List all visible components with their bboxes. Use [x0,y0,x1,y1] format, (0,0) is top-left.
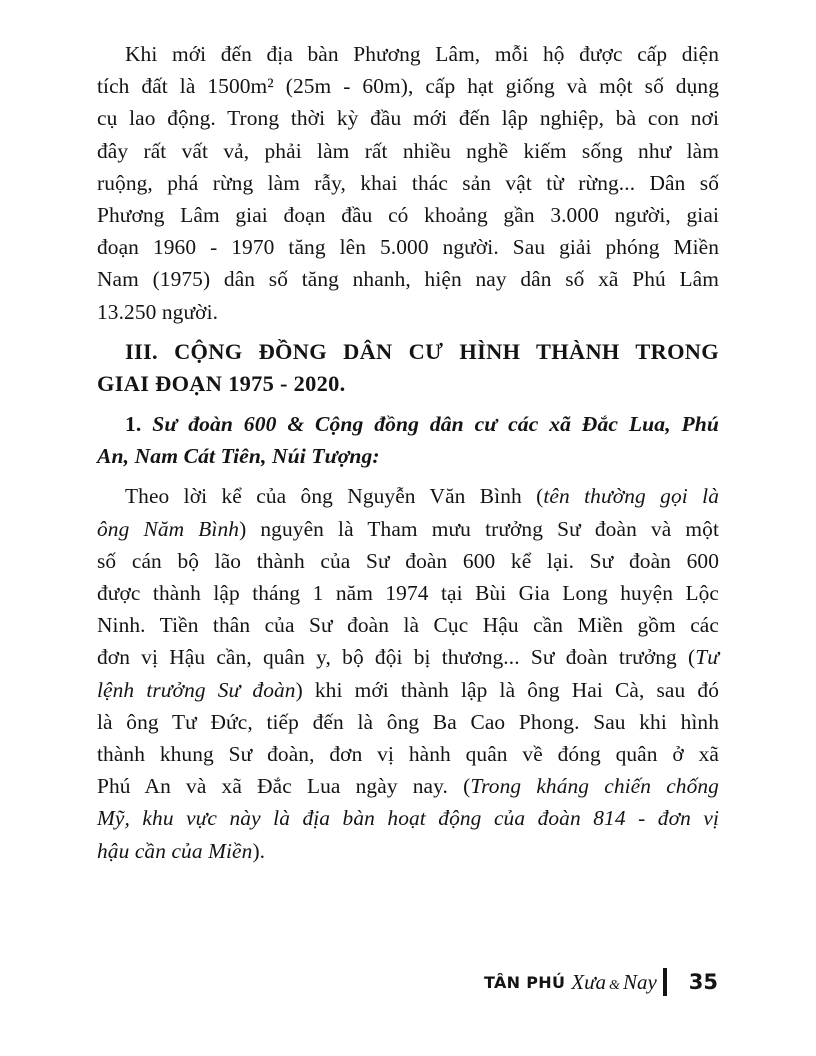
text-line: Nam (1975) dân số tăng nhanh, hiện nay dân số xã Phú Lâm [97,267,719,292]
text-line: thành khung Sư đoàn, đơn vị hành quân về đóng quân ở xã [97,741,719,766]
footer-divider [663,968,667,996]
text-line [97,802,719,834]
text-line [97,641,719,673]
italic-run: Mỹ, khu vực này là địa bàn hoạt động của đoàn 814 - đơn vị [97,806,719,831]
text-run: ). [252,838,266,863]
paragraph-phuong-lam-settlement [97,38,719,328]
text-line: Khi mới đến địa bàn Phương Lâm, mỗi hộ được cấp diện [125,42,719,66]
spacer [97,400,719,408]
text-line [97,513,719,545]
italic-run: lệnh trưởng Sư đoàn [97,677,296,702]
spacer [97,328,719,336]
subheading-line [97,440,719,472]
section-heading [97,336,719,400]
text-line: đoạn 1960 - 1970 tăng lên 5.000 người. Sau giải phóng Miền [97,235,719,260]
subheading-line [97,408,719,440]
page-number: 35 [688,970,718,994]
text-run: ) khi mới thành lập là ông Hai Cà, sau đó [295,677,719,702]
italic-run: tên thường gọi là [543,484,719,509]
text-run: ) nguyên là Tham mưu trưởng Sư đoàn và một [239,516,719,541]
book-title-word: Nay [622,969,657,994]
text-run: Theo lời kể của ông Nguyễn Văn Bình ( [125,484,544,509]
subsection-title: Sư đoàn 600 & Cộng đồng dân cư các xã Đắc Lua, Phú [152,412,720,437]
text-line: là ông Tư Đức, tiếp đến là ông Ba Cao Phong. Sau khi hình [97,709,719,734]
italic-run: Tư [695,645,719,670]
subsection-title-cont: An, Nam Cát Tiên, Núi Tượng: [97,444,380,469]
text-line: Phương Lâm giai đoạn đầu có khoảng gần 3.000 người, giai [97,202,719,227]
ampersand: & [609,977,620,993]
text-line: đây rất vất vả, phải làm rất nhiều nghề kiếm sống như làm [97,138,719,163]
book-title-script [571,970,657,995]
text-line: cụ lao động. Trong thời kỳ đầu mới đến lập nghiệp, bà con nơi [97,106,719,131]
book-title-word: Xưa [571,969,607,994]
subsection-heading [97,408,719,472]
text-line: tích đất là 1500m² (25m - 60m), cấp hạt giống và một số dụng [97,74,719,99]
text-line [97,674,719,706]
heading-line: GIAI ĐOẠN 1975 - 2020. [97,370,346,396]
text-line: ruộng, phá rừng làm rẫy, khai thác sản vật từ rừng... Dân số [97,170,719,195]
paragraph-division-600 [97,480,719,866]
text-line [97,480,719,512]
subsection-number: 1. [125,412,142,437]
page-footer [440,965,720,999]
spacer [97,472,719,480]
heading-line: III. CỘNG ĐỒNG DÂN CƯ HÌNH THÀNH TRONG [125,338,719,364]
italic-run: ông Năm Bình [97,516,240,541]
text-line: 13.250 người. [97,299,219,324]
book-page-body [97,38,719,867]
text-run: Phú An và xã Đắc Lua ngày nay. ( [97,774,471,799]
italic-run: Trong kháng chiến chống [470,774,719,799]
text-line [97,770,719,802]
book-title-brand: TÂN PHÚ [484,972,566,992]
text-line: số cán bộ lão thành của Sư đoàn 600 kể lại. Sư đoàn 600 [97,548,719,573]
italic-run: hậu cần của Miền [97,838,253,863]
text-line [97,835,719,867]
text-line: được thành lập tháng 1 năm 1974 tại Bùi Gia Long huyện Lộc [97,581,719,605]
text-run: đơn vị Hậu cần, quân y, bộ đội bị thương... Sư đoàn trưởng ( [97,645,696,670]
text-line: Ninh. Tiền thân của Sư đoàn là Cục Hậu cần Miền gồm các [97,613,719,638]
